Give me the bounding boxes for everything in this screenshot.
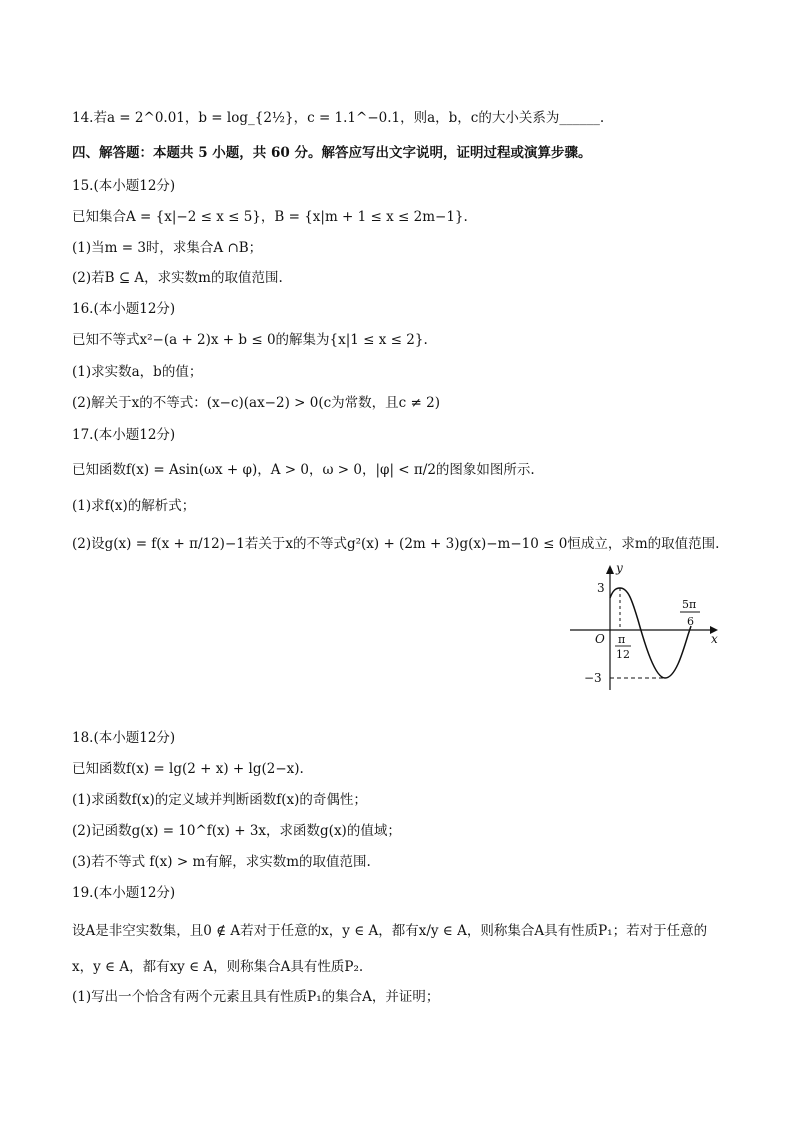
question-17-part-1: (1)求f(x)的解析式； xyxy=(72,498,196,514)
question-15-stem: 已知集合A = {x|−2 ≤ x ≤ 5}，B = {x|m + 1 ≤ x ≤ 2m−1}. xyxy=(72,209,468,225)
function-graph xyxy=(560,560,740,695)
question-19-header: 19.(本小题12分) xyxy=(72,885,176,901)
section-heading: 四、解答题：本题共 5 小题，共 60 分。解答应写出文字说明，证明过程或演算步骤。 xyxy=(72,145,592,161)
x-axis-label: x xyxy=(711,632,718,646)
y-axis-label: y xyxy=(616,561,623,575)
y-axis-arrow xyxy=(606,565,614,574)
tick-pi-12-denominator: 12 xyxy=(616,648,630,661)
question-17-stem: 已知函数f(x) = Asin(ωx + φ)，A > 0，ω > 0，|φ| < π/2的图象如图所示. xyxy=(72,462,535,478)
question-15-part-1: (1)当m = 3时，求集合A ∩B； xyxy=(72,240,263,256)
y-min-label: −3 xyxy=(584,671,602,685)
tick-5pi-6-denominator: 6 xyxy=(687,615,694,628)
question-15-header: 15.(本小题12分) xyxy=(72,178,176,194)
question-19-stem-line-1: 设A是非空实数集，且0 ∉ A若对于任意的x，y ∈ A，都有x/y ∈ A，则称集合A具有性质P₁；若对于任意的 xyxy=(72,923,708,939)
y-max-label: 3 xyxy=(597,581,605,595)
question-16-part-2: (2)解关于x的不等式：(x−c)(ax−2) > 0(c为常数，且c ≠ 2) xyxy=(72,395,440,411)
question-18-header: 18.(本小题12分) xyxy=(72,730,176,746)
question-16-stem: 已知不等式x²−(a + 2)x + b ≤ 0的解集为{x|1 ≤ x ≤ 2}. xyxy=(72,332,428,348)
origin-label: O xyxy=(595,632,605,646)
question-18-part-3: (3)若不等式 f(x) > m有解，求实数m的取值范围. xyxy=(72,854,371,870)
question-16-header: 16.(本小题12分) xyxy=(72,301,176,317)
question-16-part-1: (1)求实数a，b的值； xyxy=(72,364,203,380)
tick-pi-12-numerator: π xyxy=(618,633,626,646)
question-15-part-2: (2)若B ⊆ A，求实数m的取值范围. xyxy=(72,270,283,286)
question-18-part-1: (1)求函数f(x)的定义域并判断函数f(x)的奇偶性； xyxy=(72,792,367,808)
question-19-stem-line-2: x，y ∈ A，都有xy ∈ A，则称集合A具有性质P₂. xyxy=(72,959,364,975)
question-18-part-2: (2)记函数g(x) = 10^f(x) + 3x，求函数g(x)的值域； xyxy=(72,823,401,839)
question-17-part-2: (2)设g(x) = f(x + π/12)−1若关于x的不等式g²(x) + (2m + 3)g(x)−m−10 ≤ 0恒成立，求m的取值范围. xyxy=(72,536,720,552)
question-14: 14.若a = 2^0.01，b = log_{2½}，c = 1.1^−0.1，则a，b，c的大小关系为______. xyxy=(72,110,605,126)
question-18-stem: 已知函数f(x) = lg(2 + x) + lg(2−x). xyxy=(72,761,304,777)
question-17-header: 17.(本小题12分) xyxy=(72,427,176,443)
question-19-part-1: (1)写出一个恰含有两个元素且具有性质P₁的集合A，并证明； xyxy=(72,989,440,1005)
tick-5pi-6-numerator: 5π xyxy=(682,598,697,611)
